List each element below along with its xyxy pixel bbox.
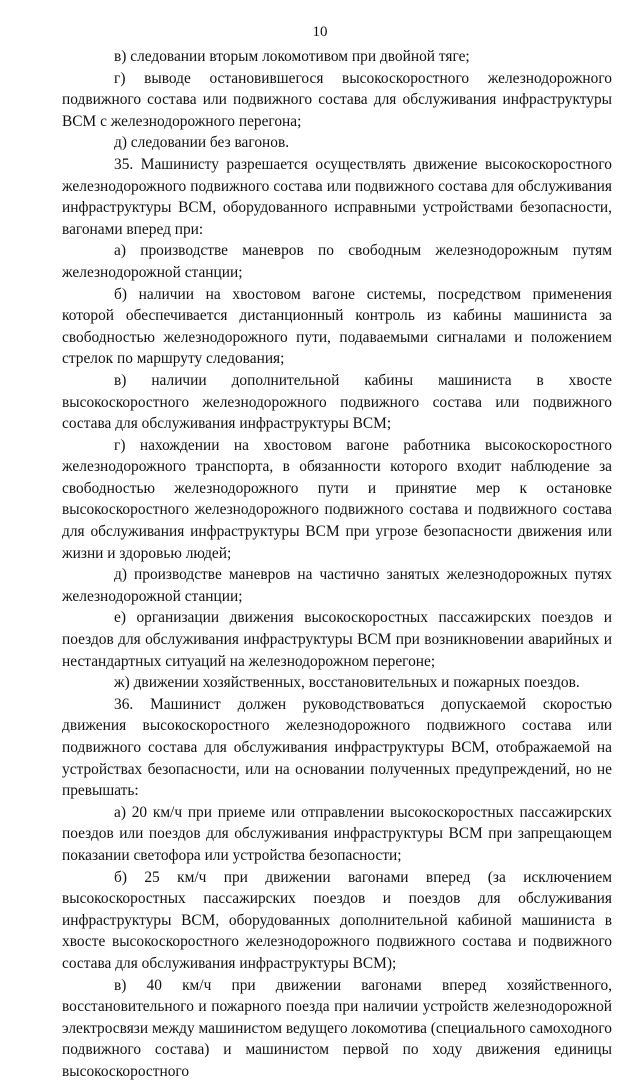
paragraph-d-no-cars: д) следовании без вагонов. (114, 134, 290, 152)
paragraph-36-v: в) 40 км/ч при движении вагонами вперед хозяйственного, восстановительного и пожарного поезда при наличии устройств железнодорожной электросвязи между машинистом ведущего локомотива (специального самоходного подвижного состава) и машинистом первой по ходу движения единицы высокоскоростного (62, 976, 612, 1080)
paragraph-35-g: г) нахождении на хвостовом вагоне работника высокоскоростного железнодорожного транспорта, в обязанности которого входит наблюдение за свободностью железнодорожного пути и принятие мер к остановке высокоскоростного железнодорожного подвижного состава и подвижного состава для обслуживания инфраструктуры ВСМ при угрозе безопасности движения или жизни и здоровью людей; (62, 436, 612, 562)
paragraph-35: 35. Машинисту разрешается осуществлять движение высокоскоростного железнодорожного подвижного состава или подвижного состава для обслуживания инфраструктуры ВСМ, оборудованного исправными устройствами безопасности, вагонами вперед при: (62, 155, 612, 238)
paragraph-g-withdrawal: г) выводе остановившегося высокоскоростного железнодорожного подвижного состава или подвижного состава для обслуживания инфраструктуры ВСМ с железнодорожного перегона; (62, 69, 612, 130)
paragraph-35-zh: ж) движении хозяйственных, восстановительных и пожарных поездов. (114, 674, 580, 692)
paragraph-35-d: д) производстве маневров на частично занятых железнодорожных путях железнодорожной станции; (62, 566, 612, 605)
paragraph-35-b: б) наличии на хвостовом вагоне системы, посредством применения которой обеспечивается дистанционный контроль из кабины машиниста за свободностью железнодорожного пути, подаваемыми сигналами и положением стрелок по маршруту следования; (62, 285, 612, 368)
document-body (62, 46, 612, 1083)
paragraph-v-second-locomotive: в) следовании вторым локомотивом при двойной тяге; (114, 48, 470, 65)
paragraph-36-b: б) 25 км/ч при движении вагонами вперед (за исключением высокоскоростных пассажирских поездов и поездов для обслуживания инфраструктуры ВСМ, оборудованных дополнительной кабиной машиниста в хвосте высокоскоростного железнодорожного подвижного состава и подвижного состава для обслуживания инфраструктуры ВСМ); (62, 868, 612, 972)
paragraph-35-v: в) наличии дополнительной кабины машиниста в хвосте высокоскоростного железнодорожного подвижного состава или подвижного состава для обслуживания инфраструктуры ВСМ; (62, 371, 612, 433)
paragraph-36-a: а) 20 км/ч при приеме или отправлении высокоскоростных пассажирских поездов или поездов для обслуживания инфраструктуры ВСМ при запрещающем показании светофора или устройства безопасности; (62, 803, 612, 864)
paragraph-35-e: е) организации движения высокоскоростных пассажирских поездов и поездов для обслуживания инфраструктуры ВСМ при возникновении аварийных и нестандартных ситуаций на железнодорожном перегоне; (62, 609, 612, 670)
paragraph-36: 36. Машинист должен руководствоваться допускаемой скоростью движения высокоскоростного железнодорожного подвижного состава или подвижного состава для обслуживания инфраструктуры ВСМ, отображаемой на устройствах безопасности, или на основании полученных предупреждений, но не превышать: (62, 695, 612, 800)
page-number: 10 (312, 24, 328, 40)
paragraph-35-a: а) производстве маневров по свободным железнодорожным путям железнодорожной станции; (62, 242, 612, 281)
